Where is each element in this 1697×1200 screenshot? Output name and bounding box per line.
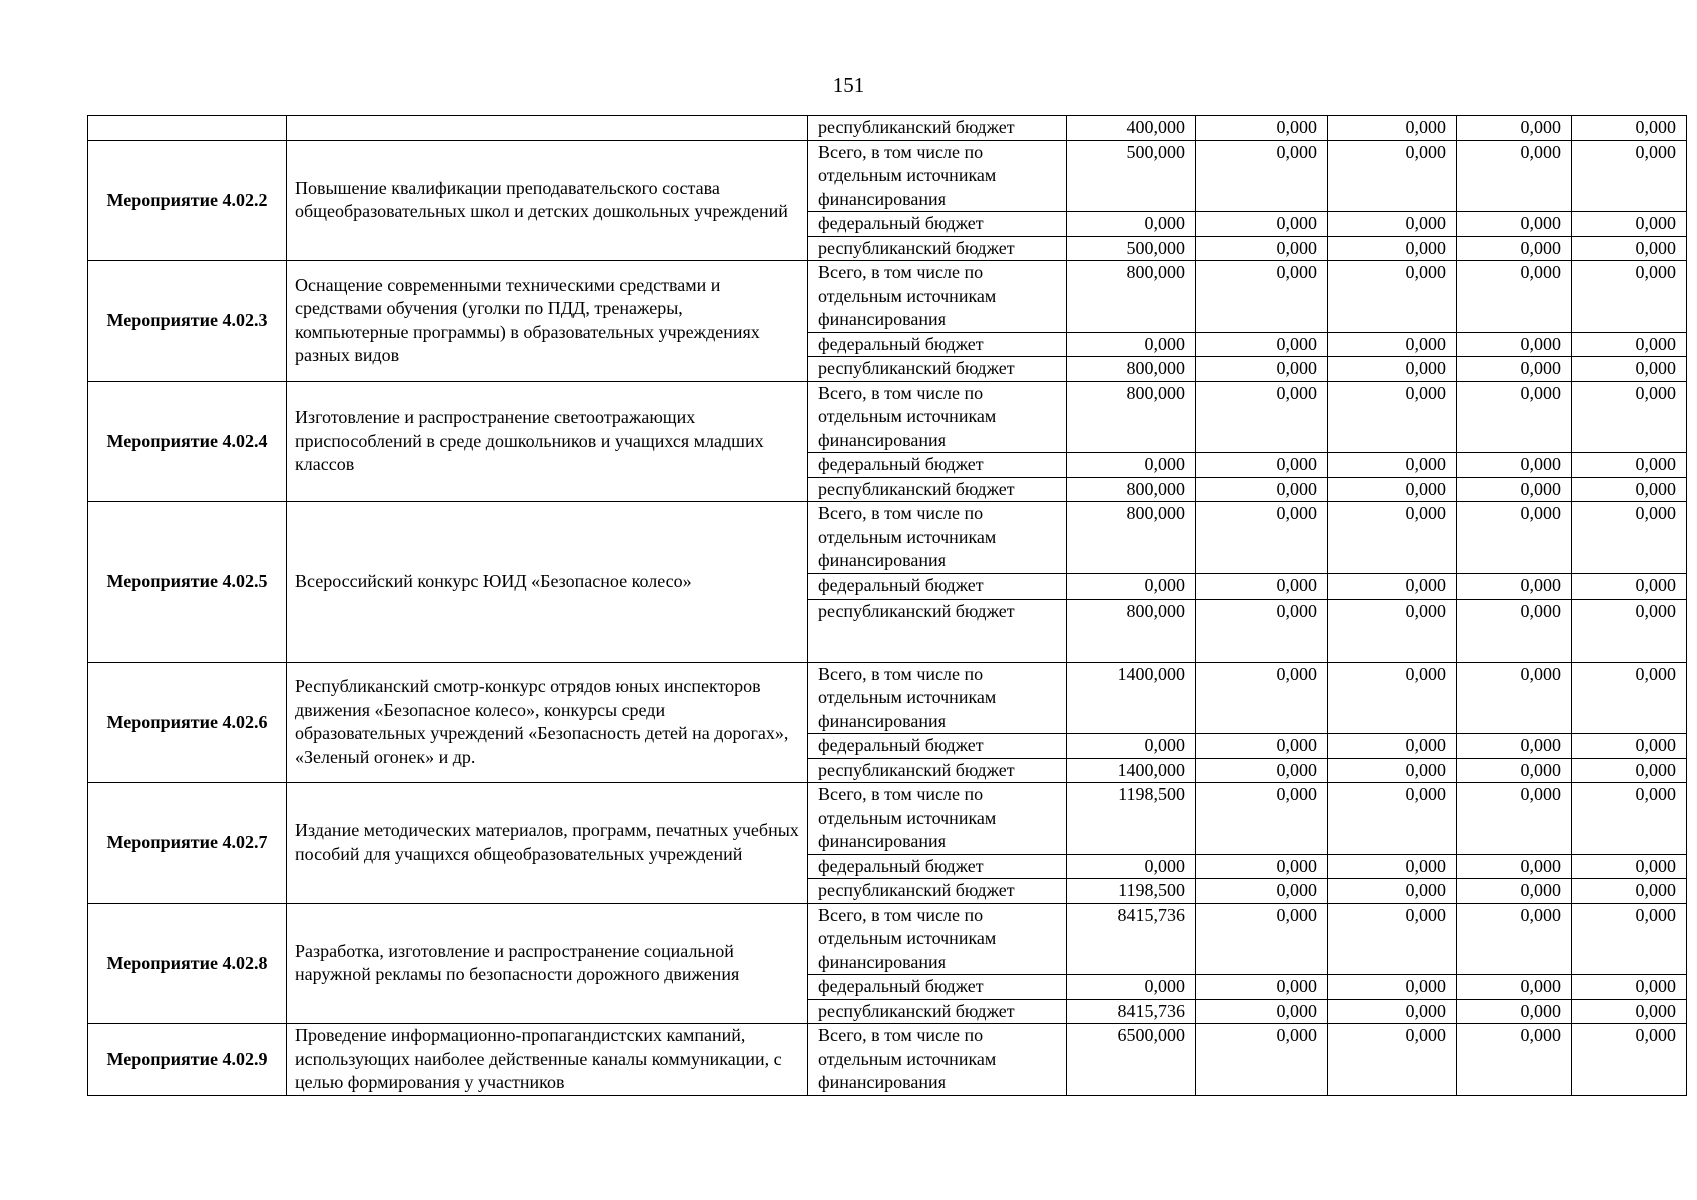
funding-source-cell: республиканский бюджет	[808, 477, 1067, 502]
activity-title: Мероприятие 4.02.8	[88, 903, 287, 1024]
amount-cell: 800,000	[1067, 357, 1196, 382]
amount-cell: 0,000	[1572, 734, 1687, 759]
amount-cell: 0,000	[1572, 116, 1687, 141]
amount-cell: 0,000	[1196, 212, 1328, 237]
amount-cell: 0,000	[1328, 999, 1457, 1024]
amount-cell: 8415,736	[1067, 903, 1196, 975]
amount-cell: 0,000	[1196, 903, 1328, 975]
activity-title: Мероприятие 4.02.3	[88, 261, 287, 382]
amount-cell: 0,000	[1457, 734, 1572, 759]
amount-cell: 0,000	[1196, 573, 1328, 599]
amount-cell: 0,000	[1196, 381, 1328, 453]
amount-cell: 0,000	[1328, 357, 1457, 382]
amount-cell: 0,000	[1457, 236, 1572, 261]
funding-source-cell: федеральный бюджет	[808, 734, 1067, 759]
table-row	[88, 903, 1687, 975]
page-number: 151	[832, 73, 865, 97]
activity-description: Всероссийский конкурс ЮИД «Безопасное колесо»	[287, 502, 808, 663]
amount-cell: 500,000	[1067, 236, 1196, 261]
amount-cell: 0,000	[1457, 140, 1572, 212]
amount-cell: 0,000	[1196, 854, 1328, 879]
amount-cell: 0,000	[1328, 783, 1457, 855]
amount-cell: 0,000	[1196, 758, 1328, 783]
activity-description: Издание методических материалов, программ, печатных учебных пособий для учащихся общеобразовательных учреждений	[287, 783, 808, 904]
table-row	[88, 502, 1687, 574]
amount-cell: 0,000	[1328, 212, 1457, 237]
amount-cell: 0,000	[1196, 453, 1328, 478]
funding-source-cell: Всего, в том числе по отдельным источникам финансирования	[808, 662, 1067, 734]
amount-cell: 0,000	[1572, 357, 1687, 382]
amount-cell: 0,000	[1196, 879, 1328, 904]
activity-cell-empty	[88, 116, 287, 141]
amount-cell: 0,000	[1196, 332, 1328, 357]
funding-source-cell: Всего, в том числе по отдельным источникам финансирования	[808, 381, 1067, 453]
amount-cell: 0,000	[1067, 975, 1196, 1000]
funding-source-cell: республиканский бюджет	[808, 116, 1067, 141]
amount-cell: 0,000	[1328, 879, 1457, 904]
table-row	[88, 783, 1687, 855]
amount-cell: 500,000	[1067, 140, 1196, 212]
funding-source-cell: республиканский бюджет	[808, 879, 1067, 904]
table-row	[88, 261, 1687, 333]
amount-cell: 0,000	[1457, 573, 1572, 599]
table-row	[88, 381, 1687, 453]
table-row	[88, 662, 1687, 734]
amount-cell: 0,000	[1196, 662, 1328, 734]
funding-source-cell: республиканский бюджет	[808, 758, 1067, 783]
amount-cell: 0,000	[1457, 381, 1572, 453]
activity-description: Республиканский смотр-конкурс отрядов юных инспекторов движения «Безопасное колесо», конкурсы среди образовательных учреждений «Безопасность детей на дорогах», «Зеленый огонек» и др.	[287, 662, 808, 783]
amount-cell: 0,000	[1457, 332, 1572, 357]
funding-source-cell: Всего, в том числе по отдельным источникам финансирования	[808, 903, 1067, 975]
amount-cell: 0,000	[1328, 975, 1457, 1000]
amount-cell: 0,000	[1457, 453, 1572, 478]
amount-cell: 0,000	[1457, 477, 1572, 502]
amount-cell: 0,000	[1457, 212, 1572, 237]
amount-cell: 0,000	[1572, 758, 1687, 783]
funding-source-cell: федеральный бюджет	[808, 332, 1067, 357]
amount-cell: 0,000	[1572, 975, 1687, 1000]
funding-source-cell: федеральный бюджет	[808, 854, 1067, 879]
amount-cell: 0,000	[1572, 903, 1687, 975]
funding-source-cell: Всего, в том числе по отдельным источникам финансирования	[808, 1024, 1067, 1096]
amount-cell: 0,000	[1572, 502, 1687, 574]
amount-cell: 0,000	[1572, 999, 1687, 1024]
amount-cell: 6500,000	[1067, 1024, 1196, 1096]
amount-cell: 800,000	[1067, 477, 1196, 502]
amount-cell: 0,000	[1328, 1024, 1457, 1096]
amount-cell: 800,000	[1067, 261, 1196, 333]
amount-cell: 0,000	[1457, 1024, 1572, 1096]
activity-title: Мероприятие 4.02.9	[88, 1024, 287, 1096]
amount-cell: 800,000	[1067, 599, 1196, 662]
amount-cell: 1198,500	[1067, 783, 1196, 855]
amount-cell: 1198,500	[1067, 879, 1196, 904]
amount-cell: 0,000	[1572, 662, 1687, 734]
activity-description: Проведение информационно-пропагандистских кампаний, использующих наиболее действенные каналы коммуникации, с целью формирования у участников	[287, 1024, 808, 1096]
amount-cell: 1400,000	[1067, 758, 1196, 783]
table-row	[88, 116, 1687, 141]
amount-cell: 0,000	[1328, 116, 1457, 141]
funding-source-cell: федеральный бюджет	[808, 212, 1067, 237]
amount-cell: 0,000	[1196, 116, 1328, 141]
amount-cell: 0,000	[1328, 662, 1457, 734]
activity-title: Мероприятие 4.02.7	[88, 783, 287, 904]
amount-cell: 0,000	[1572, 332, 1687, 357]
amount-cell: 0,000	[1067, 332, 1196, 357]
amount-cell: 0,000	[1328, 477, 1457, 502]
amount-cell: 0,000	[1457, 261, 1572, 333]
funding-source-cell: Всего, в том числе по отдельным источникам финансирования	[808, 502, 1067, 574]
amount-cell: 0,000	[1067, 854, 1196, 879]
activity-title: Мероприятие 4.02.6	[88, 662, 287, 783]
amount-cell: 0,000	[1457, 662, 1572, 734]
amount-cell: 0,000	[1457, 758, 1572, 783]
amount-cell: 0,000	[1457, 599, 1572, 662]
amount-cell: 0,000	[1328, 140, 1457, 212]
amount-cell: 0,000	[1196, 783, 1328, 855]
amount-cell: 0,000	[1457, 116, 1572, 141]
amount-cell: 0,000	[1572, 381, 1687, 453]
amount-cell: 0,000	[1572, 236, 1687, 261]
amount-cell: 0,000	[1457, 502, 1572, 574]
amount-cell: 0,000	[1196, 477, 1328, 502]
table-row	[88, 140, 1687, 212]
activity-title: Мероприятие 4.02.4	[88, 381, 287, 502]
amount-cell: 0,000	[1067, 453, 1196, 478]
amount-cell: 0,000	[1457, 854, 1572, 879]
amount-cell: 0,000	[1572, 879, 1687, 904]
budget-table	[87, 115, 1687, 1096]
amount-cell: 0,000	[1572, 477, 1687, 502]
funding-source-cell: республиканский бюджет	[808, 357, 1067, 382]
amount-cell: 0,000	[1572, 573, 1687, 599]
activity-title: Мероприятие 4.02.2	[88, 140, 287, 261]
amount-cell: 0,000	[1457, 879, 1572, 904]
amount-cell: 0,000	[1457, 903, 1572, 975]
amount-cell: 800,000	[1067, 502, 1196, 574]
amount-cell: 0,000	[1328, 332, 1457, 357]
funding-source-cell: республиканский бюджет	[808, 999, 1067, 1024]
amount-cell: 0,000	[1457, 783, 1572, 855]
funding-source-cell: федеральный бюджет	[808, 453, 1067, 478]
amount-cell: 0,000	[1572, 783, 1687, 855]
amount-cell: 0,000	[1328, 758, 1457, 783]
amount-cell: 0,000	[1328, 236, 1457, 261]
activity-title: Мероприятие 4.02.5	[88, 502, 287, 663]
amount-cell: 0,000	[1572, 212, 1687, 237]
amount-cell: 0,000	[1572, 453, 1687, 478]
amount-cell: 0,000	[1196, 502, 1328, 574]
amount-cell: 0,000	[1196, 1024, 1328, 1096]
funding-source-cell: федеральный бюджет	[808, 975, 1067, 1000]
amount-cell: 0,000	[1328, 903, 1457, 975]
activity-description: Оснащение современными техническими средствами и средствами обучения (уголки по ПДД, тренажеры, компьютерные программы) в образовательных учреждениях разных видов	[287, 261, 808, 382]
table-row	[88, 1024, 1687, 1096]
amount-cell: 0,000	[1328, 381, 1457, 453]
amount-cell: 0,000	[1067, 573, 1196, 599]
funding-source-cell: республиканский бюджет	[808, 236, 1067, 261]
amount-cell: 0,000	[1196, 734, 1328, 759]
amount-cell: 0,000	[1067, 212, 1196, 237]
amount-cell: 0,000	[1572, 140, 1687, 212]
amount-cell: 0,000	[1457, 999, 1572, 1024]
activity-description: Повышение квалификации преподавательского состава общеобразовательных школ и детских дошкольных учреждений	[287, 140, 808, 261]
amount-cell: 0,000	[1457, 357, 1572, 382]
amount-cell: 0,000	[1196, 236, 1328, 261]
description-cell-empty	[287, 116, 808, 141]
amount-cell: 0,000	[1572, 1024, 1687, 1096]
amount-cell: 0,000	[1572, 854, 1687, 879]
activity-description: Изготовление и распространение светоотражающих приспособлений в среде дошкольников и учащихся младших классов	[287, 381, 808, 502]
amount-cell: 400,000	[1067, 116, 1196, 141]
amount-cell: 0,000	[1196, 140, 1328, 212]
amount-cell: 1400,000	[1067, 662, 1196, 734]
amount-cell: 0,000	[1196, 357, 1328, 382]
amount-cell: 0,000	[1328, 599, 1457, 662]
amount-cell: 0,000	[1328, 734, 1457, 759]
amount-cell: 0,000	[1328, 573, 1457, 599]
amount-cell: 0,000	[1196, 599, 1328, 662]
amount-cell: 0,000	[1196, 999, 1328, 1024]
activity-description: Разработка, изготовление и распространение социальной наружной рекламы по безопасности дорожного движения	[287, 903, 808, 1024]
funding-source-cell: Всего, в том числе по отдельным источникам финансирования	[808, 783, 1067, 855]
amount-cell: 0,000	[1572, 599, 1687, 662]
amount-cell: 0,000	[1328, 453, 1457, 478]
amount-cell: 800,000	[1067, 381, 1196, 453]
funding-source-cell: федеральный бюджет	[808, 573, 1067, 599]
amount-cell: 0,000	[1328, 261, 1457, 333]
amount-cell: 0,000	[1067, 734, 1196, 759]
amount-cell: 0,000	[1196, 261, 1328, 333]
amount-cell: 0,000	[1328, 854, 1457, 879]
amount-cell: 0,000	[1457, 975, 1572, 1000]
funding-source-cell: республиканский бюджет	[808, 599, 1067, 662]
amount-cell: 0,000	[1196, 975, 1328, 1000]
amount-cell: 8415,736	[1067, 999, 1196, 1024]
amount-cell: 0,000	[1328, 502, 1457, 574]
funding-source-cell: Всего, в том числе по отдельным источникам финансирования	[808, 261, 1067, 333]
funding-source-cell: Всего, в том числе по отдельным источникам финансирования	[808, 140, 1067, 212]
amount-cell: 0,000	[1572, 261, 1687, 333]
